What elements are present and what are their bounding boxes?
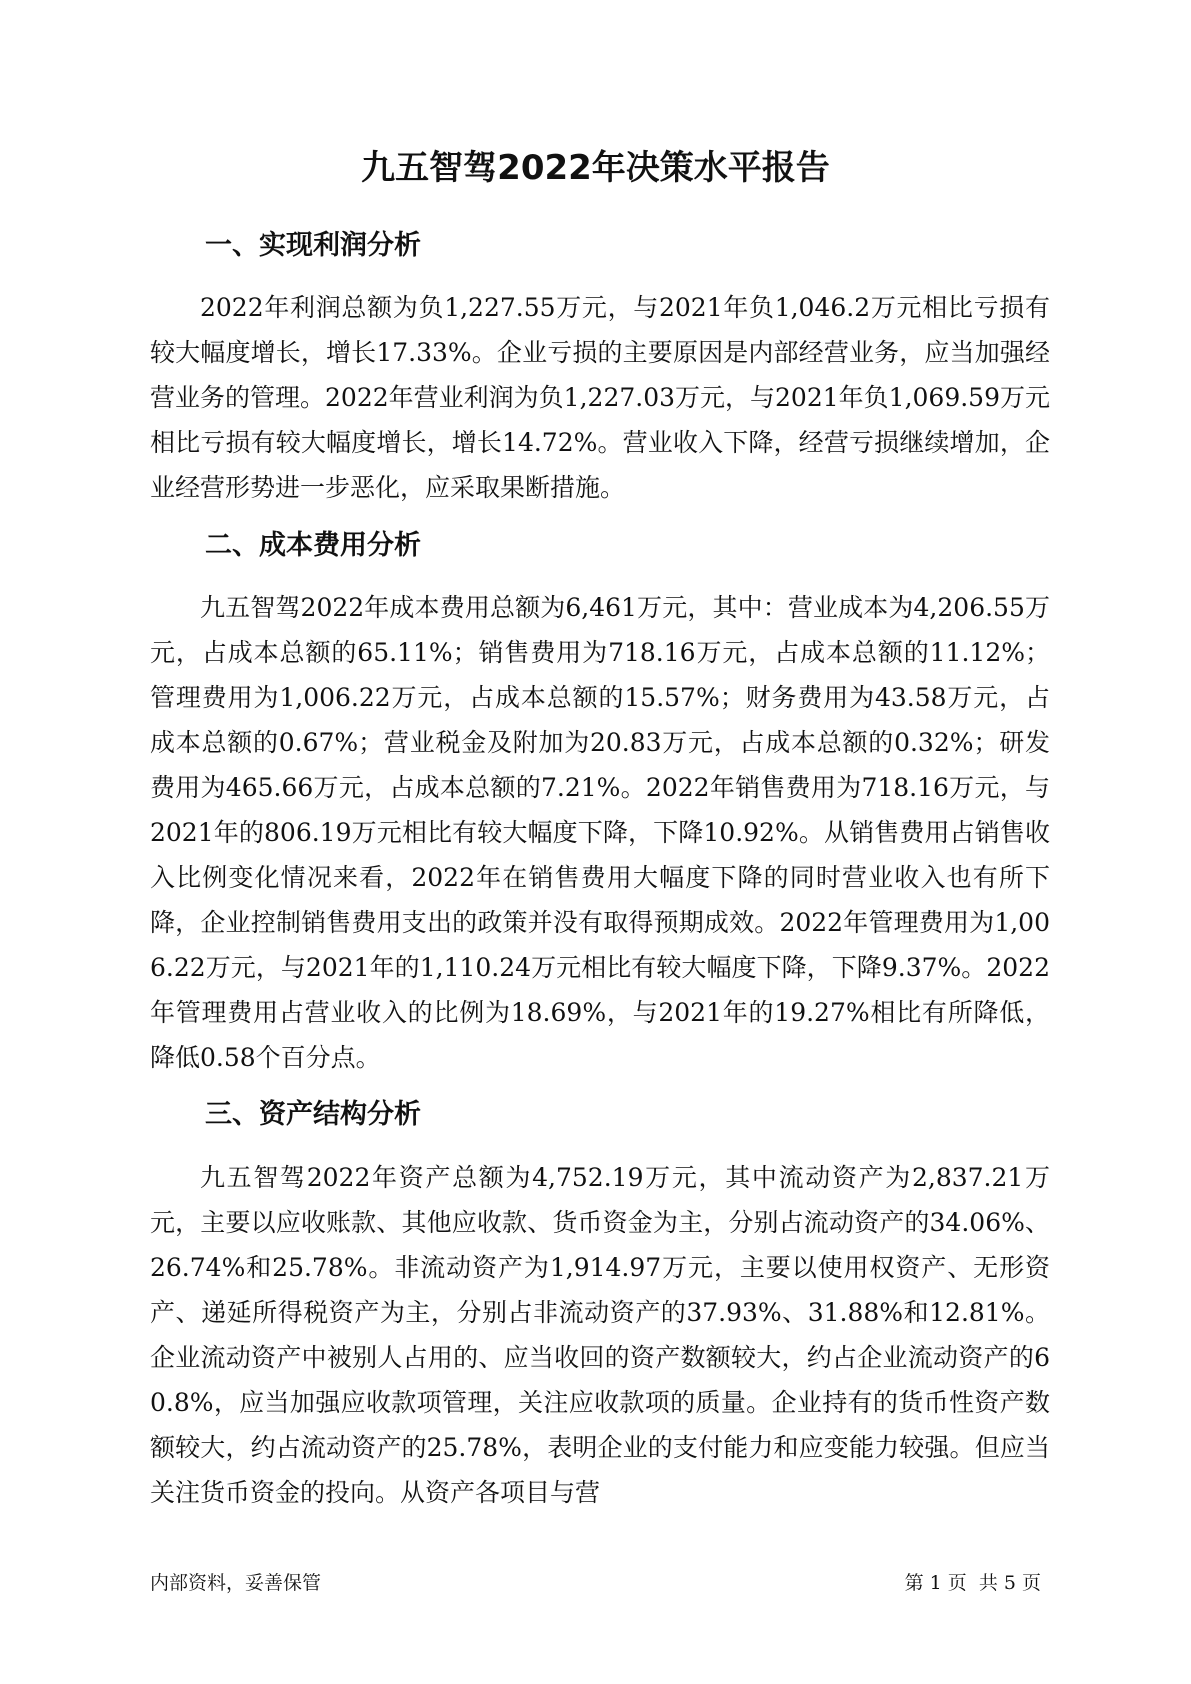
section-heading-cost: 二、成本费用分析 [205,530,421,561]
footer-confidential-note: 内部资料，妥善保管 [150,1572,322,1594]
section-body-profit: 2022年利润总额为负1,227.55万元，与2021年负1,046.2万元相比亏损有较大幅度增长，增长17.33%。企业亏损的主要原因是内部经营业务，应当加强经营业务的管理。2022年营业利润为负1,227.03万元，与2021年负1,069.59万元相比亏损有较大幅度增长，增长14.72%。营业收入下降，经营亏损继续增加，企业经营形势进一步恶化，应采取果断措施。 [150,293,1050,502]
section-heading-profit: 一、实现利润分析 [205,230,421,261]
document-title: 九五智驾2022年决策水平报告 [361,148,830,188]
section-body-assets: 九五智驾2022年资产总额为4,752.19万元，其中流动资产为2,837.21万元，主要以应收账款、其他应收款、货币资金为主，分别占流动资产的34.06%、26.74%和25.78%。非流动资产为1,914.97万元，主要以使用权资产、无形资产、递延所得税资产为主，分别占非流动资产的37.93%、31.88%和12.81%。企业流动资产中被别人占用的、应当收回的资产数额较大，约占企业流动资产的60.8%，应当加强应收款项管理，关注应收款项的质量。企业持有的货币性资产数额较大，约占流动资产的25.78%，表明企业的支付能力和应变能力较强。但应当关注货币资金的投向。从资产各项目与营 [150,1163,1050,1507]
footer-page-number: 第 1 页 共 5 页 [904,1572,1041,1594]
section-heading-assets: 三、资产结构分析 [205,1099,421,1130]
section-body-cost: 九五智驾2022年成本费用总额为6,461万元，其中：营业成本为4,206.55万元，占成本总额的65.11%；销售费用为718.16万元，占成本总额的11.12%；管理费用为1,006.22万元，占成本总额的15.57%；财务费用为43.58万元，占成本总额的0.67%；营业税金及附加为20.83万元，占成本总额的0.32%；研发费用为465.66万元，占成本总额的7.21%。2022年销售费用为718.16万元，与2021年的806.19万元相比有较大幅度下降，下降10.92%。从销售费用占销售收入比例变化情况来看，2022年在销售费用大幅度下降的同时营业收入也有所下降，企业控制销售费用支出的政策并没有取得预期成效。2022年管理费用为1,006.22万元，与2021年的1,110.24万元相比有较大幅度下降，下降9.37%。2022年管理费用占营业收入的比例为18.69%，与2021年的19.27%相比有所降低，降低0.58个百分点。 [150,593,1050,1072]
